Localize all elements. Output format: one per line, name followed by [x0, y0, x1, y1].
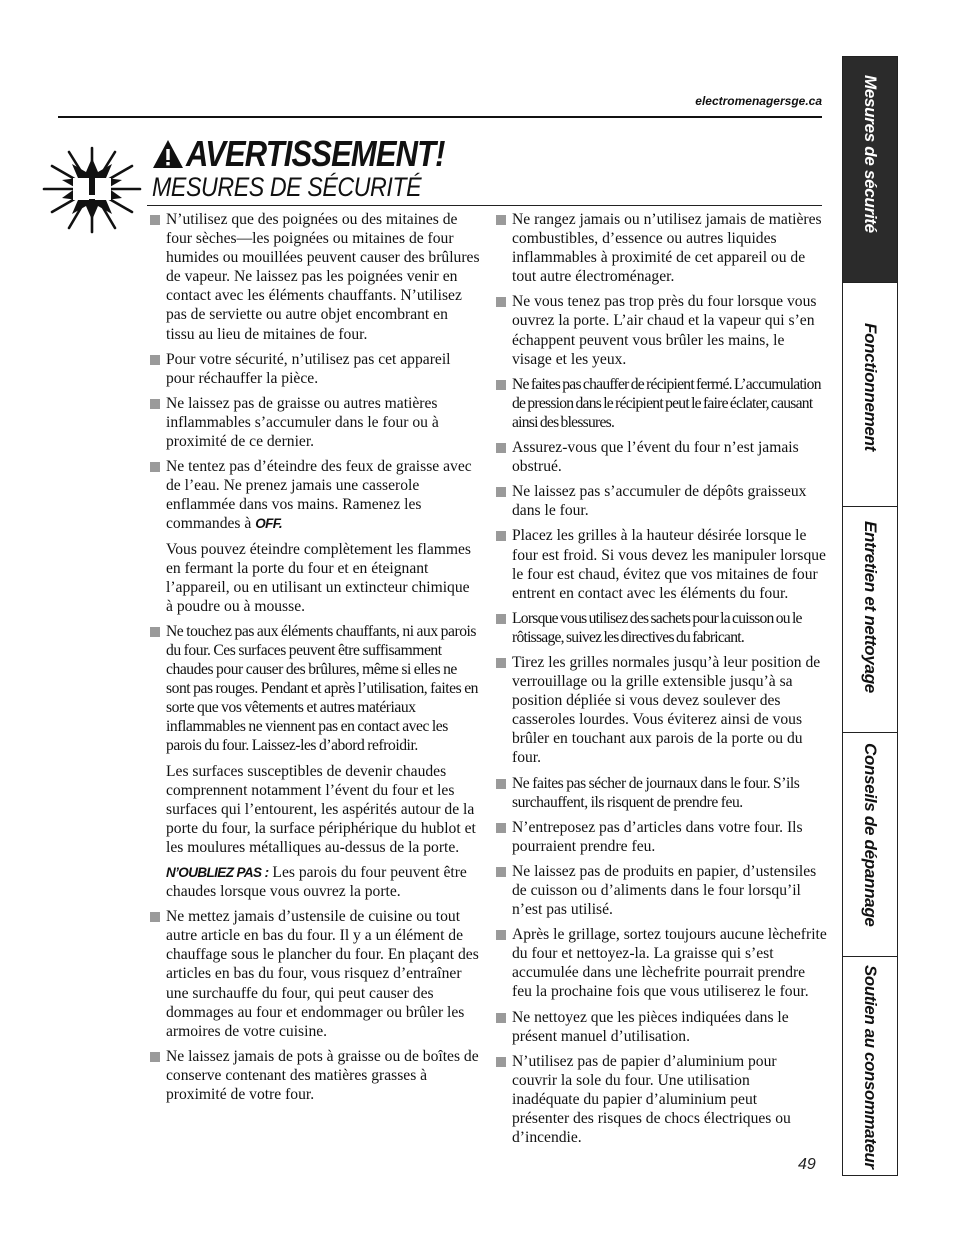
list-item: Assurez-vous que l’évent du four n’est jamais obstrué.	[496, 438, 828, 476]
list-item: N’utilisez que des poignées ou des mitaines de four sèches—les poignées ou mitaines de four humides ou mouillées peuvent causer des brûlures de vapeur. Ne laissez pas les poignées venir en contact avec les éléments chauffants. N’utilisez pas de serviette ou autre objet encombrant en tissu au lieu de mitaines de four.	[150, 210, 480, 344]
list-item: Tirez les grilles normales jusqu’à leur position de verrouillage ou la grille extensible jusqu’à sa position dépliée si vous devez soulever des casseroles lourdes. Vous éviterez ainsi de vous brûler en touchant aux parois de la porte ou du four.	[496, 653, 828, 768]
list-item: Ne laissez jamais de pots à graisse ou de boîtes de conserve contenant des matières grasses à proximité de votre four.	[150, 1047, 480, 1104]
list-item: Ne rangez jamais ou n’utilisez jamais de matières combustibles, d’essence ou autres liquides inflammables à proximité de cet appareil ou de tout autre électroménager.	[496, 210, 828, 286]
tab-label: Soutien au consommateur	[861, 965, 880, 1169]
tab-soutien-au-consommateur[interactable]	[843, 957, 897, 1175]
tab-label: Fonctionnement	[861, 323, 880, 452]
header-rule	[58, 116, 822, 118]
warning-heading	[152, 134, 552, 203]
section-subtitle: MESURES DE SÉCURITÉ	[152, 172, 422, 202]
tab-mesures-de-securite[interactable]	[843, 57, 897, 283]
list-item: N’entreposez pas d’articles dans votre four. Ils pourraient prendre feu.	[496, 818, 828, 856]
exclamation-burst-icon	[40, 144, 144, 234]
warning-triangle-icon	[152, 139, 184, 169]
list-item: Pour votre sécurité, n’utilisez pas cet appareil pour réchauffer la pièce.	[150, 350, 480, 388]
paragraph: Vous pouvez éteindre complètement les flammes en fermant la porte du four et en éteignant l’appareil, ou en utilisant un extincteur chimique à poudre ou à mousse.	[166, 540, 471, 615]
paragraph: Les surfaces susceptibles de devenir chaudes comprennent notamment l’évent du four et les surfaces qui l’entourent, les aspérités autour de la porte du four, la surface périphérique du hublot et les moulures métalliques au-dessus de la porte.	[166, 762, 476, 856]
section-sidebar	[842, 56, 898, 1176]
warning-title: AVERTISSEMENT!	[186, 133, 445, 174]
reminder-label: N’OUBLIEZ PAS :	[166, 865, 269, 880]
list-item: Ne touchez pas aux éléments chauffants, ni aux parois du four. Ces surfaces peuvent être suffisamment chaudes pour causer des brûlures, même si elles ne sont pas rouges. Pendant et après l’utilisation, faites en sorte que vos vêtements et autres matériaux inflammables ne viennent pas en contact avec les parois du four. Laissez-les d’abord refroidir.	[150, 622, 480, 756]
paragraph	[150, 863, 480, 901]
tab-conseils-de-depannage[interactable]	[843, 733, 897, 957]
left-column	[150, 210, 480, 1110]
list-item: Ne nettoyez que les pièces indiquées dans le présent manuel d’utilisation.	[496, 1008, 828, 1046]
list-item: Lorsque vous utilisez des sachets pour la cuisson ou le rôtissage, suivez les directives du fabricant.	[496, 609, 828, 647]
off-label: OFF.	[255, 516, 283, 532]
tab-label: Mesures de sécurité	[861, 75, 880, 233]
list-item: Ne laissez pas s’accumuler de dépôts graisseux dans le four.	[496, 482, 828, 520]
right-column	[496, 210, 828, 1153]
list-item: N’utilisez pas de papier d’aluminium pour couvrir la sole du four. Une utilisation inadéquate du papier d’aluminium peut présenter des risques de chocs électriques ou d’incendie.	[496, 1052, 808, 1147]
list-item: Après le grillage, sortez toujours aucune lèchefrite du four et nettoyez-la. La graisse qui s’est accumulée dans une lèchefrite pourrait prendre feu la prochaine fois que vous utiliserez le four.	[496, 925, 828, 1001]
tab-fonctionnement[interactable]	[843, 283, 897, 507]
list-item	[150, 457, 480, 533]
list-item: Ne faites pas chauffer de récipient fermé. L’accumulation de pression dans le récipient peut le faire éclater, causant ainsi des blessures.	[496, 375, 828, 432]
tab-label: Entretien et nettoyage	[861, 521, 880, 693]
subtitle-rule	[147, 205, 822, 206]
tab-label: Conseils de dépannage	[861, 743, 880, 927]
list-item: Placez les grilles à la hauteur désirée lorsque le four est froid. Si vous devez les manipuler lorsque le four est chaud, évitez que vos mitaines de four entrent en contact avec les éléments du four.	[496, 526, 828, 602]
list-item: Ne laissez pas de graisse ou autres matières inflammables s’accumuler dans le four ou à proximité de ce dernier.	[150, 394, 480, 451]
list-item: Ne laissez pas de produits en papier, d’ustensiles de cuisson ou d’aliments dans le four lorsqu’il n’est pas utilisé.	[496, 862, 828, 919]
list-item: Ne mettez jamais d’ustensile de cuisine ou tout autre article en bas du four. Il y a un élément de chauffage sous le plancher du four. En plaçant des articles en bas du four, vous risquez d’entraîner une surchauffe du four, qui peut causer des dommages au four et endommager ou brûler les armoires de votre cuisine.	[150, 907, 480, 1041]
list-item: Ne faites pas sécher de journaux dans le four. S’ils surchauffent, ils risquent de prendre feu.	[496, 774, 828, 812]
list-item: Ne vous tenez pas trop près du four lorsque vous ouvrez la porte. L’air chaud et la vapeur qui s’en échappent peuvent vous brûler les mains, le visage et les yeux.	[496, 292, 828, 368]
item-text: Ne tentez pas d’éteindre des feux de graisse avec de l’eau. Ne prenez jamais une casserole enflammée dans vos mains. Ramenez les commandes à	[166, 458, 472, 533]
page-number: 49	[798, 1156, 816, 1173]
tab-entretien-et-nettoyage[interactable]	[843, 507, 897, 733]
reminder-text: Les parois du four peuvent être chaudes lorsque vous ouvrez la porte.	[166, 864, 467, 901]
website-url: electromenagersge.ca	[695, 94, 822, 108]
